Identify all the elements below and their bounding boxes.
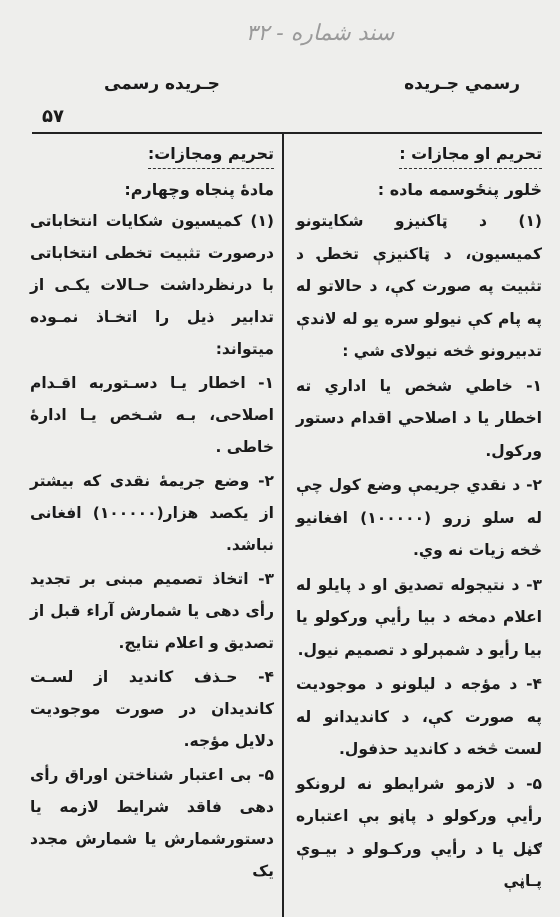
dari-article-title: مادۀ پنجاه وچهارم: [124,180,274,199]
pashto-heading: تحريم او مجازات : [399,140,542,169]
pashto-column [296,140,542,900]
pashto-item-1: ۱- خاطي شخص يا اداري ته اخطار يا د اصلاحي اقدام دستور ورکول. [296,376,542,460]
header-title-dari: جـريده رسمی [104,74,220,94]
pashto-item-3: ۳- د نتيجوله تصديق او د پايلو له اعلام دمخه د بيا رأيې ورکولو يا بيا رأيو د شمېرلو د تصميم نيول. [296,575,542,659]
dari-item-4: ۴- حـذف کانديد از لسـت کانديدان در صورت موجوديت دلايل مؤجه. [30,668,274,750]
dari-item-2: ۲- وضع جريمۀ نقدی که بيشتر از يکصد هزار(۱۰۰۰۰۰) افغانی نباشد. [30,472,274,554]
dari-item-1: ۱- اخطار يـا دسـتوربه اقـدام اصلاحی، بـه شـخص يـا ادارۀ خاطی . [30,374,274,456]
dari-item-3: ۳- اتخاذ تصميم مبنی بر تجديد رأی دهی يا شمارش آراء قبل از تصديق و اعلام نتايج. [30,570,274,652]
pashto-item-2: ۲- د نقدي جريمې وضع کول چې له سلو زرو (۱۰۰۰۰۰) افغانيو څخه زيات نه وي. [296,476,542,559]
pashto-paragraph: (۱) د ټاکنيزو شکايتونو کميسيون، د ټاکنيزې تخطۍ د تثبيت په صورت کې، د حالاتو له په پام کې نيولو سره يو له لاندې تدبيرونو څخه نيولای شي : [296,212,542,360]
header-title-pashto: رسمي جـريده [404,74,520,94]
dari-paragraph: (۱) کميسيون شکايات انتخاباتی درصورت تثبيت تخطی انتخاباتی با درنظرداشت حـالات يکـی از تدابير ذيل را اتخـاذ نمـوده ميتواند: [30,212,274,358]
handwritten-document-number: سند شماره - ۳۲ [245,21,395,46]
page-number: ۵۷ [42,106,64,127]
dari-column [30,140,274,889]
pashto-article-title: څلور پنځوسمه ماده : [377,180,542,199]
dari-heading: تحريم ومجازات: [148,140,274,169]
header-rule [32,132,542,134]
pashto-item-4: ۴- د مؤجه د ليلونو د موجوديت په صورت کې، د کانديدانو له لست څخه د کانديد حذفول. [296,675,542,758]
column-divider [282,134,284,917]
dari-item-5: ۵- بی اعتبار شناختن اوراق رأی دهی فاقد شرايط لازمه يا دستورشمارش يا شمارش مجدد يک [30,766,274,880]
pashto-item-5: ۵- د لازمو شرايطو نه لرونکو رأيې ورکولو د پاڼو بې اعتباره ګڼل يا د رأيې ورکـولو د بيـوې پـاڼې [296,774,542,890]
